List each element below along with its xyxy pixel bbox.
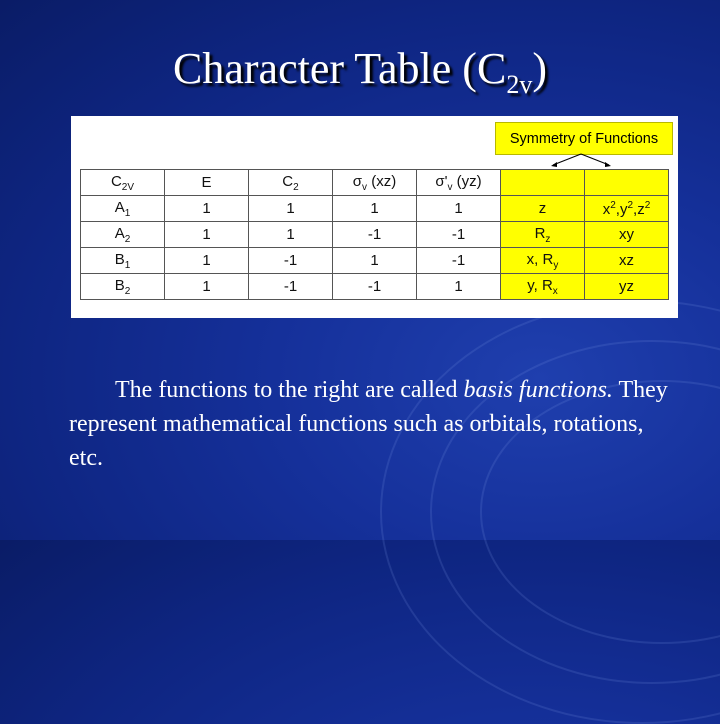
- table-row: [81, 248, 669, 274]
- table-cell: 1: [417, 274, 501, 300]
- linear-function-cell: z: [501, 196, 585, 222]
- table-cell: 1: [249, 222, 333, 248]
- linear-function-cell: $R_z$: [501, 222, 585, 248]
- header-c2: $C_2$: [249, 170, 333, 196]
- table-cell: 1: [165, 248, 249, 274]
- table-cell: 1: [165, 196, 249, 222]
- title-close: ): [532, 44, 547, 93]
- character-table: [80, 169, 669, 300]
- table-row: [81, 196, 669, 222]
- table-row: [81, 222, 669, 248]
- header-quadratic-empty: [585, 170, 669, 196]
- header-sigma-v: $\sigma_v$ (xz): [333, 170, 417, 196]
- table-row: [81, 274, 669, 300]
- body-text-part1: The functions to the right are called: [115, 377, 464, 403]
- table-cell: -1: [249, 248, 333, 274]
- quadratic-function-cell: xz: [585, 248, 669, 274]
- table-cell: -1: [417, 248, 501, 274]
- table-cell: -1: [417, 222, 501, 248]
- row-label: $B_1$: [81, 248, 165, 274]
- table-cell: -1: [249, 274, 333, 300]
- title-main: Character Table (C: [173, 44, 507, 93]
- body-paragraph: [69, 373, 669, 475]
- table-cell: 1: [333, 248, 417, 274]
- quadratic-function-cell: yz: [585, 274, 669, 300]
- body-italic-functions: functions.: [518, 377, 613, 403]
- symmetry-functions-label: Symmetry of Functions: [495, 122, 673, 155]
- split-arrow-icon: [541, 152, 621, 168]
- header-sigma-v-prime: $\sigma'_v$ (yz): [417, 170, 501, 196]
- title-subscript: 2v: [506, 70, 533, 99]
- linear-function-cell: x, $R_y$: [501, 248, 585, 274]
- quadratic-function-cell: xy: [585, 222, 669, 248]
- header-point-group: $C_{2V}$: [81, 170, 165, 196]
- table-cell: 1: [333, 196, 417, 222]
- slide-title: [0, 42, 720, 112]
- table-cell: 1: [165, 274, 249, 300]
- table-header-row: [81, 170, 669, 196]
- header-linear-empty: [501, 170, 585, 196]
- linear-function-cell: y, $R_x$: [501, 274, 585, 300]
- header-cell: E: [165, 170, 249, 196]
- row-label: $A_1$: [81, 196, 165, 222]
- table-cell: 1: [165, 222, 249, 248]
- body-italic-basis: basis: [463, 377, 513, 403]
- table-cell: 1: [417, 196, 501, 222]
- row-label: $A_2$: [81, 222, 165, 248]
- quadratic-function-cell: $x^2,y^2,z^2$: [585, 196, 669, 222]
- row-label: $B_2$: [81, 274, 165, 300]
- body-text-part2: They represent mathematical functions such as orbitals, rotations, etc.: [69, 377, 668, 471]
- table-cell: 1: [249, 196, 333, 222]
- table-cell: -1: [333, 274, 417, 300]
- table-cell: -1: [333, 222, 417, 248]
- character-table-panel: [71, 116, 678, 318]
